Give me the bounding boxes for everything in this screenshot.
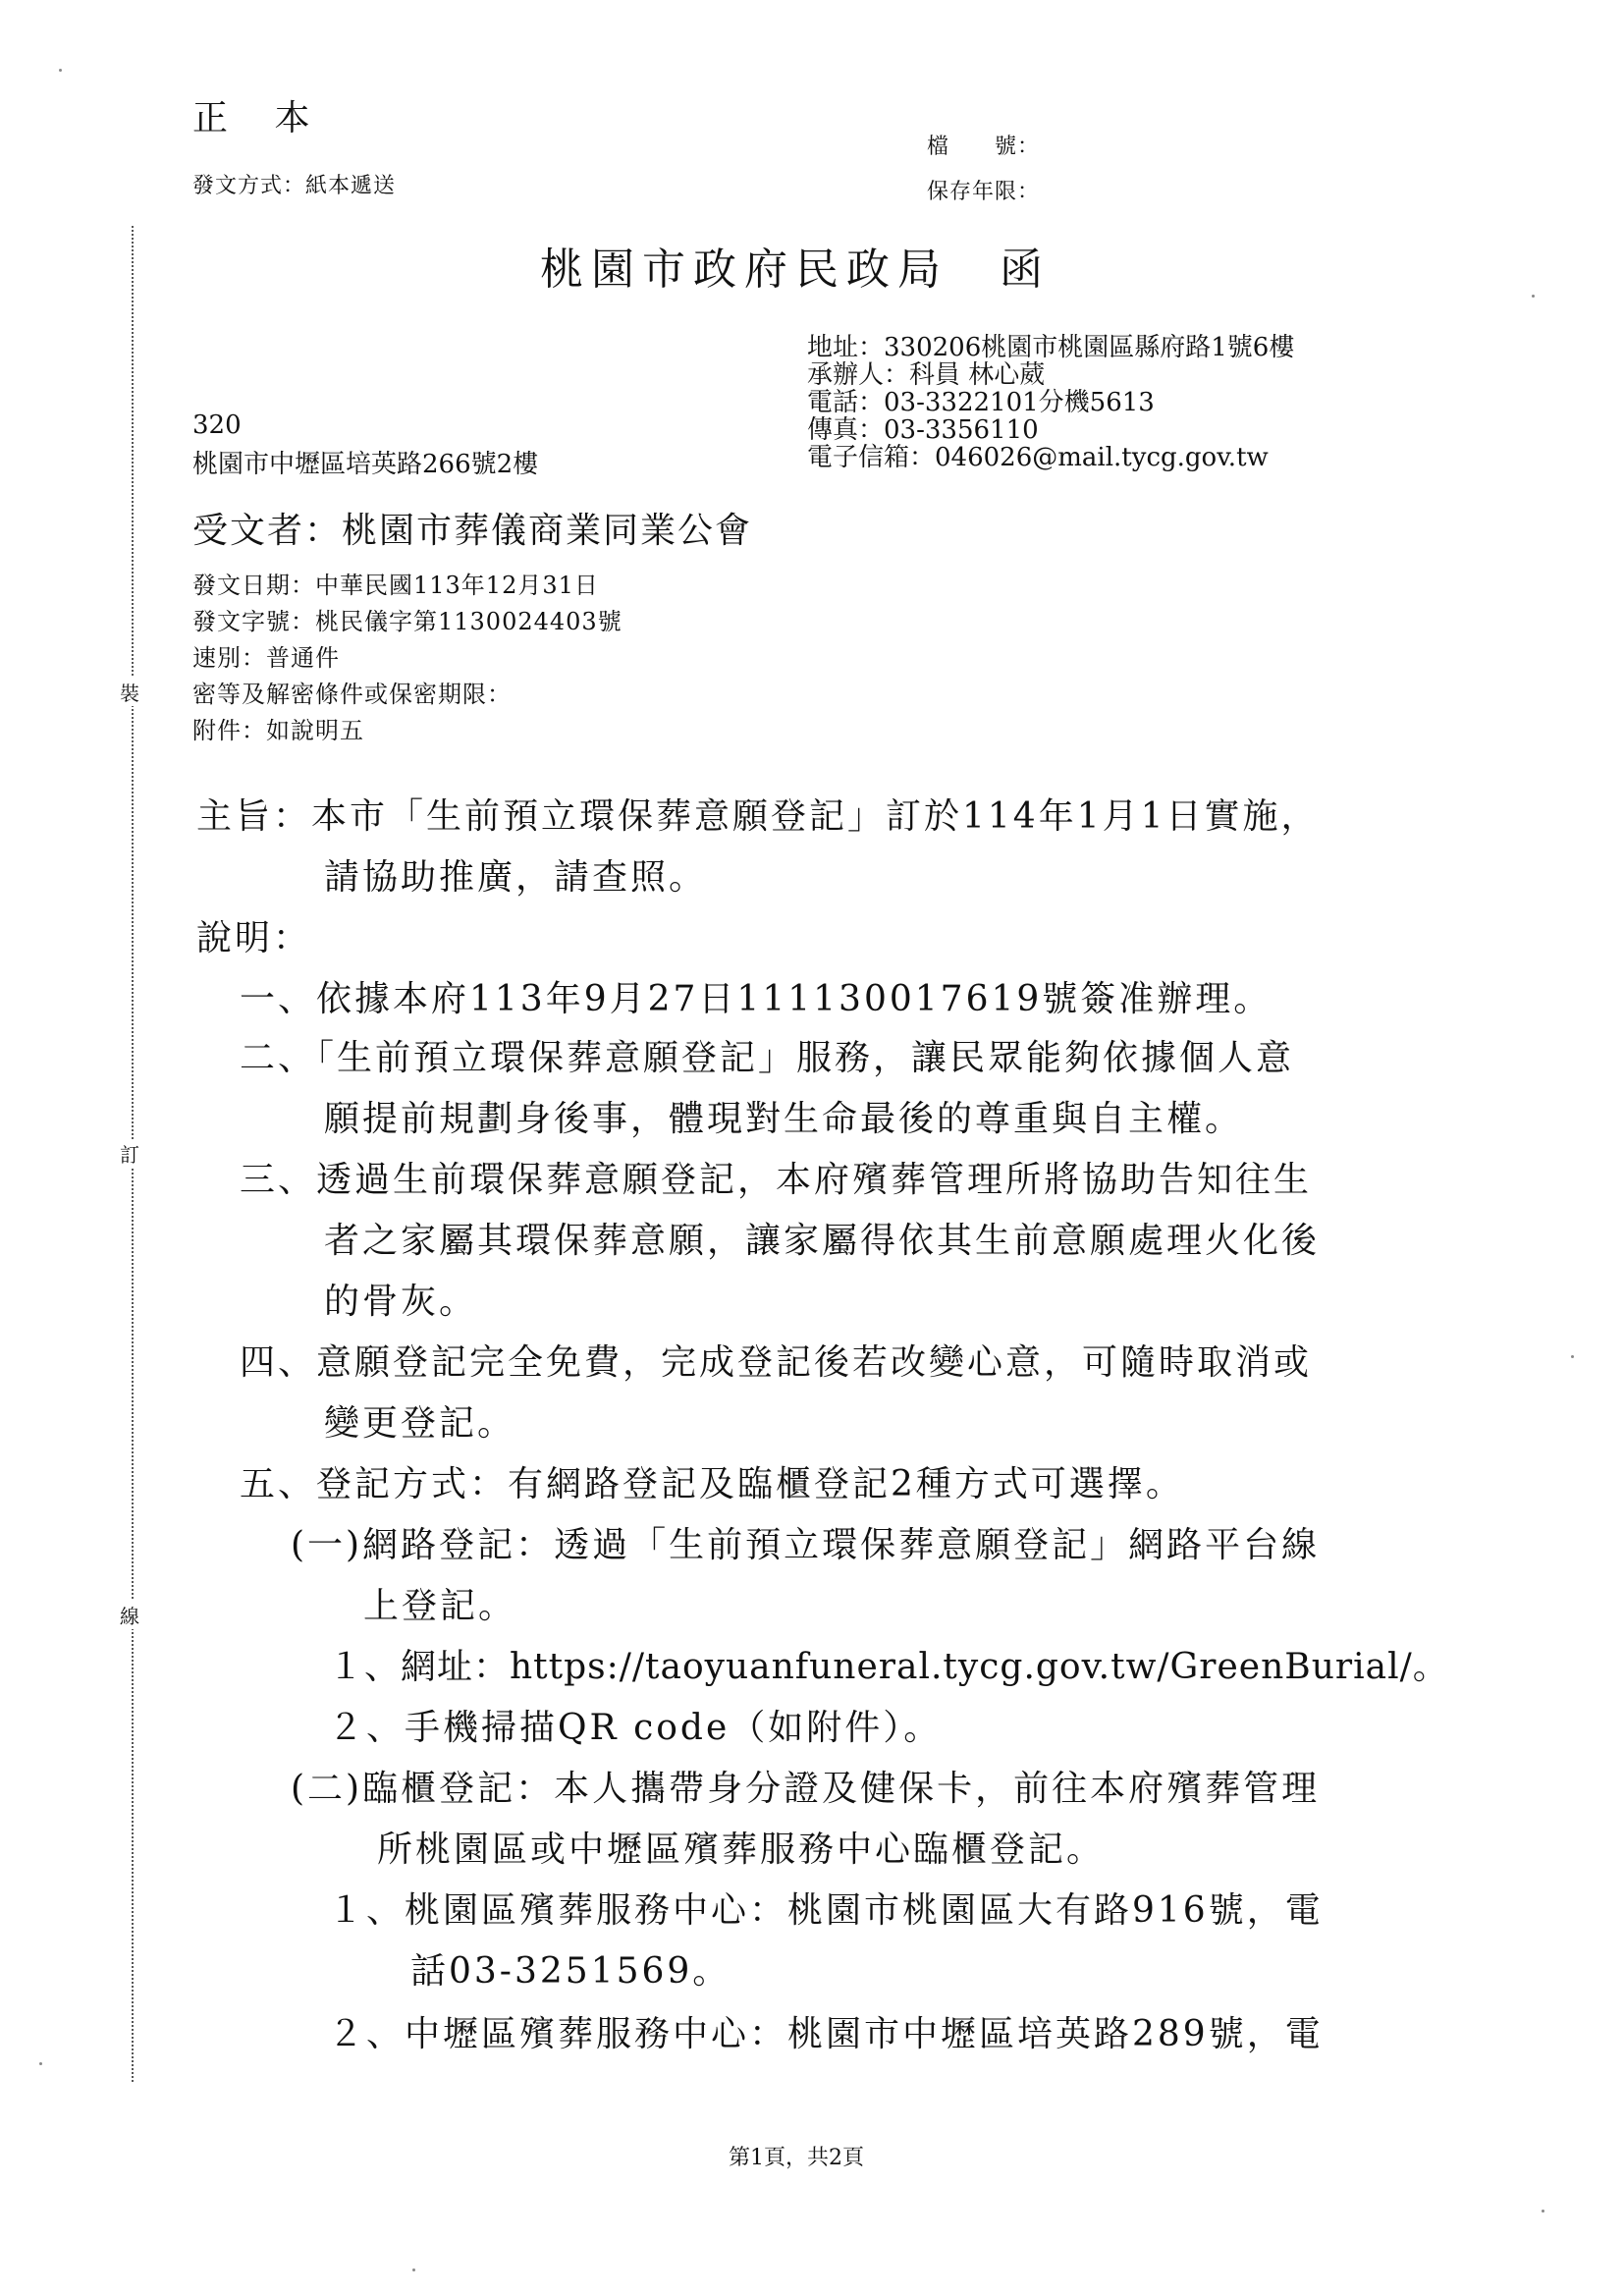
explain-item-3-line-2: 者之家屬其環保葬意願，讓家屬得依其生前意願處理火化後 [324,1221,1321,1261]
binding-mark-ding: 訂 [120,1139,139,1168]
sender-phone: 電話：03-3322101分機5613 [807,388,1155,417]
taoyuan-service-center-line-2: 話03-3251569。 [410,1951,731,1992]
sender-officer: 承辦人：科員 林心葳 [807,360,1046,390]
issue-date: 發文日期：中華民國113年12月31日 [192,572,599,599]
scan-speck [1542,2210,1544,2213]
explain-item-5: 五、登記方式：有網路登記及臨櫃登記2種方式可選擇。 [240,1464,1184,1504]
scan-speck [39,2062,42,2065]
subject-line-2: 請協助推廣，請查照。 [324,857,708,898]
scan-speck [59,69,62,72]
binding-mark-zhuang: 裝 [120,678,139,706]
sender-fax: 傳真：03-3356110 [807,415,1039,445]
recipient: 受文者：桃園市葬儀商業同業公會 [192,511,753,551]
retention-period: 保存年限： [927,180,1041,204]
urgency: 速別：普通件 [192,644,340,672]
issue-number: 發文字號：桃民儀字第1130024403號 [192,608,623,635]
sender-email: 電子信箱：046026@mail.tycg.gov.tw [807,443,1269,472]
scan-speck [1532,295,1535,298]
recipient-address: 桃園市中壢區培英路266號2樓 [192,450,539,479]
online-registration-url: １、網址：https://taoyuanfuneral.tycg.gov.tw/GreenBurial/。 [328,1647,1449,1687]
explain-label: 說明： [196,918,312,958]
online-registration-line-1: (一)網路登記：透過「生前預立環保葬意願登記」網路平台線 [291,1525,1321,1565]
meta-block [192,568,623,749]
scan-speck [412,2268,415,2271]
explain-item-4-line-2: 變更登記。 [324,1403,516,1444]
counter-registration-line-1: (二)臨櫃登記：本人攜帶身分證及健保卡，前往本府殯葬管理 [291,1769,1321,1809]
zhongli-service-center-line-1: ２、中壢區殯葬服務中心：桃園市中壢區培英路289號，電 [328,2014,1324,2054]
confidentiality: 密等及解密條件或保密期限： [192,681,512,708]
explain-item-2-line-2: 願提前規劃身後事，體現對生命最後的尊重與自主權。 [324,1099,1244,1139]
online-registration-line-2: 上登記。 [363,1586,517,1626]
binding-mark-xian: 線 [120,1601,139,1629]
subject-line-1: 主旨：本市「生前預立環保葬意願登記」訂於114年1月1日實施， [196,796,1320,837]
delivery-method: 發文方式：紙本遞送 [192,174,397,198]
taoyuan-service-center-line-1: １、桃園區殯葬服務中心：桃園市桃園區大有路916號，電 [328,1890,1324,1931]
document-title: 桃園市政府民政局 函 [540,245,1051,295]
online-registration-qr: ２、手機掃描QR code（如附件）。 [328,1708,943,1748]
explain-item-2-line-1: 二、「生前預立環保葬意願登記」服務，讓民眾能夠依據個人意 [240,1038,1295,1078]
explain-item-3-line-1: 三、透過生前環保葬意願登記，本府殯葬管理所將協助告知往生 [240,1160,1313,1200]
explain-item-3-line-3: 的骨灰。 [324,1282,478,1322]
page-number: 第1頁，共2頁 [729,2146,864,2170]
original-copy-mark: 正 本 [192,98,328,138]
sender-info [807,334,1294,471]
scan-speck [1571,1355,1574,1358]
explain-item-4-line-1: 四、意願登記完全免費，完成登記後若改變心意，可隨時取消或 [240,1342,1313,1383]
attachment: 附件：如說明五 [192,717,364,744]
recipient-zip: 320 [192,410,242,440]
file-number: 檔 號： [927,135,1041,159]
explain-item-1: 一、依據本府113年9月27日111130017619號簽准辦理。 [240,979,1272,1019]
counter-registration-line-2: 所桃園區或中壢區殯葬服務中心臨櫃登記。 [377,1830,1106,1870]
sender-address: 地址：330206桃園市桃園區縣府路1號6樓 [807,333,1295,362]
